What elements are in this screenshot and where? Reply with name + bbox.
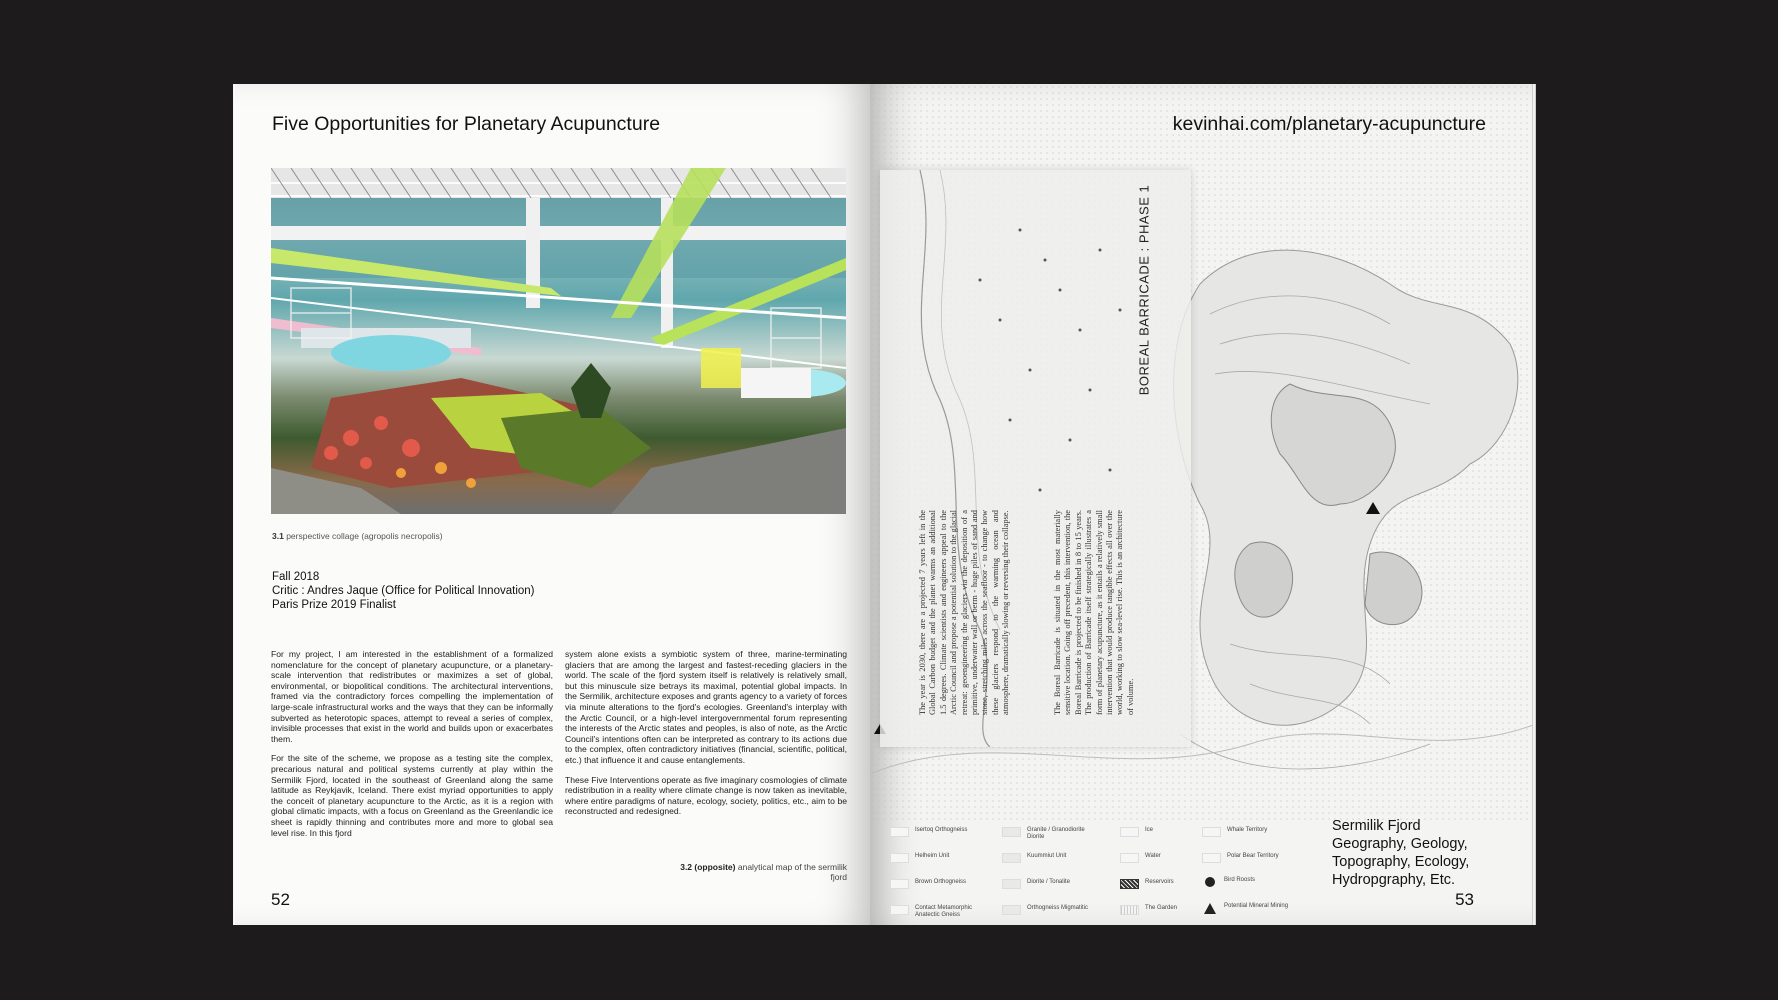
legend-item: Potential Mineral Mining <box>1202 903 1288 914</box>
figure-title-line: Geography, Geology, <box>1332 836 1468 852</box>
collage-illustration <box>271 168 846 514</box>
legend-item: Reservoirs <box>1120 879 1174 889</box>
swatch-icon <box>890 879 909 889</box>
legend-item: The Garden <box>1120 905 1177 915</box>
panel-text-1: The year is 2030, there are a projected 7 years left in the Global Carbon budget and the planet warms an additional 1.5 degrees. Climate scientists and engineers appeal to the Arctic Council and propose a potential solution to the glacial retreat: geoengineering the glaciers via the deposition of a primitive, underwater wall or berm - huge piles of sand and stone, stretching miles across the seafloor - to change how these glaciers respond to the warming ocean and atmosphere, dramatically slowing or reversing their collapse. <box>918 510 1011 715</box>
legend-item: Water <box>1120 853 1161 863</box>
page-edge <box>1532 84 1536 925</box>
legend-item: Orthogneiss Migmatitic <box>1002 905 1088 915</box>
paragraph: These Five Interventions operate as five imaginary cosmologies of climate redistribution in a reality where climate change is now taken as inevitable, where entire paradigms of nature, ecology, society, politics, etc., aim to be reconstructed and redesigned. <box>565 774 847 817</box>
figure-title-line: Topography, Ecology, <box>1332 854 1470 870</box>
legend-item: Isertoq Orthogneiss <box>890 827 967 837</box>
legend-item: Ice <box>1120 827 1153 837</box>
map-legend <box>890 819 1330 919</box>
figure-title <box>1332 817 1469 889</box>
paragraph: system alone exists a symbiotic system of three, marine-terminating glaciers that are among the largest and fastest-receding glaciers in the world. The scale of the fjord system itself is relatively is relatively small, but this minuscule size betrays its maximal, potential global impacts. In the Sermilik, architecture exposes and grants agency to a variety of forces via minute alterations to the fjord's ecologies. Greenland's interplay with the Arctic Council, or a high-level intergovernmental forum representing the interests of the Arctic states and peoples, is also of note, as the Arctic Council's intentions often can be interpreted as contrary to its actions due to the complex, often contradictory initiatives (financial, scientific, political, etc.) that influence it and cause entanglements. <box>565 649 847 765</box>
legend-item: Granite / Granodiorite Diorite <box>1002 827 1102 841</box>
swatch-icon <box>1120 905 1139 915</box>
legend-item: Helheim Unit <box>890 853 949 863</box>
project-meta <box>272 570 535 612</box>
swatch-icon <box>890 853 909 863</box>
figure-title-line: Sermilik Fjord <box>1332 818 1421 834</box>
book-spread <box>233 84 1536 925</box>
dot-icon <box>1205 877 1215 887</box>
swatch-icon <box>1120 827 1139 837</box>
swatch-icon <box>1002 827 1021 837</box>
boreal-barricade-panel <box>880 170 1191 747</box>
legend-item: Polar Bear Territory <box>1202 853 1279 863</box>
swatch-icon <box>890 827 909 837</box>
figure-title-line: Hydropgraphy, Etc. <box>1332 872 1456 888</box>
figure-reference: 3.2 (opposite) analytical map of the sermilik fjord <box>680 862 847 882</box>
legend-item: Bird Roosts <box>1202 877 1255 887</box>
page-number: 53 <box>1455 890 1474 909</box>
meta-award: Paris Prize 2019 Finalist <box>272 599 396 611</box>
body-column-2 <box>565 649 847 826</box>
figure-caption: 3.1 perspective collage (agropolis necropolis) <box>272 531 443 541</box>
page-number: 52 <box>271 890 290 909</box>
swatch-icon <box>1202 827 1221 837</box>
swatch-icon <box>1120 853 1139 863</box>
meta-term: Fall 2018 <box>272 571 320 583</box>
page-edge <box>233 84 235 925</box>
body-column-1 <box>271 649 553 847</box>
legend-item: Kuummiut Unit <box>1002 853 1066 863</box>
legend-item: Brown Orthogneiss <box>890 879 966 889</box>
legend-item: Whale Territory <box>1202 827 1267 837</box>
panel-text-2: The Boreal Barricade is situated in the most materially sensitive location. Going off precedent, this intervention, the Boreal Barricade is projected to be finished in 8 to 15 years. The production of Barricade itself strategically illustrates a form of planetary acupuncture, as it entails a relatively small intervention that would produce tangible effects all over the world, working to slow sea-level rise. This is an architecture of volume. <box>1053 510 1135 715</box>
triangle-icon <box>1204 903 1216 914</box>
panel-title: BOREAL BARRICADE : PHASE 1 <box>1136 184 1152 396</box>
paragraph: For the site of the scheme, we propose as a testing site the complex, precarious natural and political systems currently at play within the Sermilik Fjord, located in the southeast of Greenland along the same latitude as Reykjavik, Iceland. There exist myriad opportunities to apply the conceit of planetary acupuncture to the Arctic, as it is a region with global climatic impacts, with a focus on Greenland as the Greenlandic ice sheet is rapidly thinning and contributes more and more to global sea level rise. In this fjord <box>271 753 553 838</box>
swatch-icon <box>1002 879 1021 889</box>
page-header: Five Opportunities for Planetary Acupuncture <box>272 113 661 135</box>
right-page <box>870 84 1536 925</box>
legend-item: Diorite / Tonalite <box>1002 879 1070 889</box>
meta-critic: Critic : Andres Jaque (Office for Political Innovation) <box>272 585 535 597</box>
swatch-icon <box>890 905 909 915</box>
legend-item: Contact Metamorphic Anatectic Gneiss <box>890 905 985 919</box>
swatch-icon <box>1120 879 1139 889</box>
swatch-icon <box>1002 905 1021 915</box>
left-page <box>233 84 870 925</box>
swatch-icon <box>1002 853 1021 863</box>
paragraph: For my project, I am interested in the establishment of a formalized nomenclature for the concept of planetary acupuncture, or a planetary-scale intervention that redistributes or maximizes a set of global, environmental, or biopolitical conditions. The architectural interventions, framed via the contradictory forces compelling the implementation of large-scale infrastructural works and the ways that they can be informally subverted as heterotopic spaces, attempt to reveal a series of complex, invisible processes that exist in the world and builds upon or exacerbates them. <box>271 649 553 744</box>
page-header-url: kevinhai.com/planetary-acupuncture <box>1172 113 1486 135</box>
swatch-icon <box>1202 853 1221 863</box>
perspective-collage-image <box>271 168 846 514</box>
